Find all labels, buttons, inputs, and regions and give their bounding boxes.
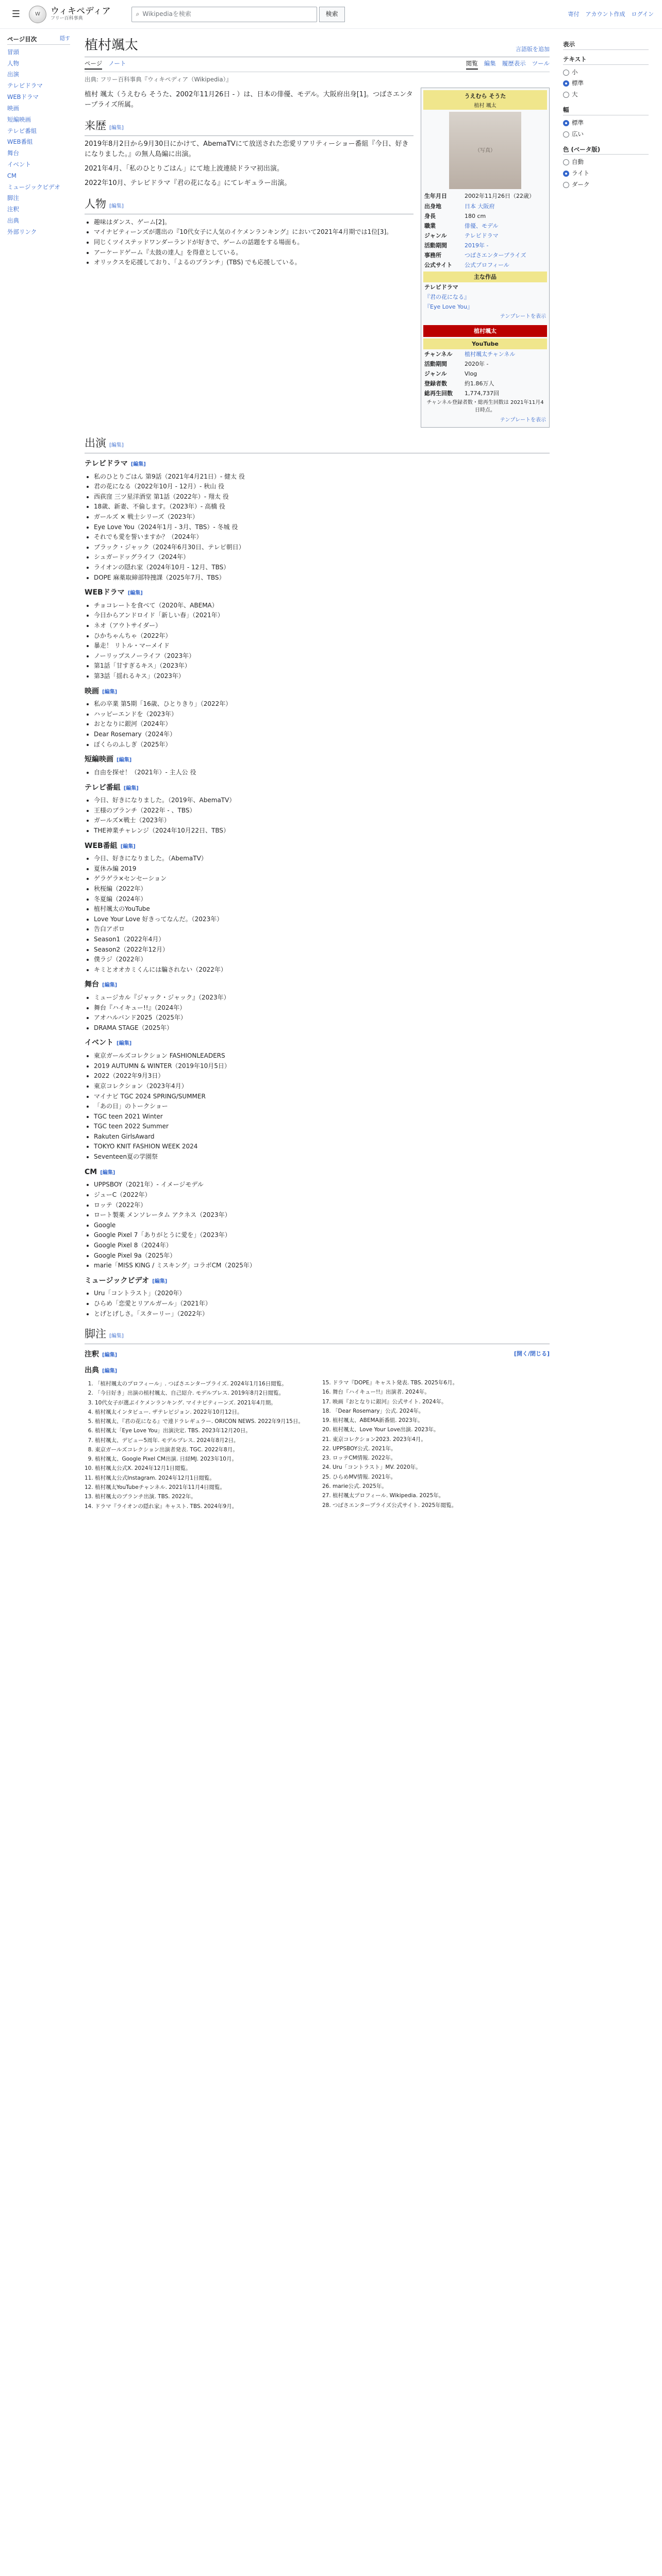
subsection-title: CM [85, 1167, 97, 1176]
stage-list [85, 993, 550, 1032]
web-drama-list [85, 601, 550, 681]
infobox-value[interactable]: 2019年 - [465, 242, 489, 249]
reference-item[interactable]: 7. 植村颯太、デビュー5周年. モデルプレス. 2024年8月2日。 [95, 1436, 312, 1445]
section-edit-link[interactable]: [編集] [109, 1333, 124, 1340]
tab-tools[interactable]: ツール [532, 60, 550, 67]
list-item: • Seventeen夏の学園祭 [94, 1152, 550, 1162]
reference-item[interactable]: 2. 「今日好き」出演の植村颯太、自己紹介. モデルプレス. 2019年8月2日閲覧。 [95, 1389, 312, 1397]
radio-icon [563, 120, 569, 126]
toc-item[interactable]: 出演 [7, 71, 19, 78]
subsection-title: WEB番組 [85, 841, 118, 850]
list-item: • marie「MISS KING / ミスキング」コラボCM（2025年） [94, 1261, 550, 1270]
infobox-value[interactable]: 公式プロフィール [465, 261, 509, 268]
infobox-work[interactable]: 『Eye Love You』 [424, 303, 473, 310]
infobox-key: チャンネル [424, 350, 453, 358]
reference-item[interactable]: 21. 東京コレクション2023. 2023年4月。 [333, 1435, 550, 1444]
toc-item[interactable]: 人物 [7, 59, 19, 67]
subsection-title: テレビドラマ [85, 459, 128, 468]
toc-item[interactable]: ミュージックビデオ [7, 183, 60, 191]
reference-item[interactable]: 20. 植村颯太、Love Your Love出演. 2023年。 [333, 1426, 550, 1434]
subsection-title: 映画 [85, 687, 99, 696]
reference-item[interactable]: 17. 映画『おとなりに銀河』公式サイト. 2024年。 [333, 1398, 550, 1406]
list-item: • マイナビ TGC 2024 SPRING/SUMMER [94, 1092, 550, 1101]
list-item: • Uru「コントラスト」（2020年） [94, 1289, 550, 1298]
list-item: • ゲラゲラ×センセーション [94, 874, 550, 884]
collapse-toggle[interactable]: [開く/閉じる] [514, 1350, 550, 1357]
main-menu-icon[interactable]: ☰ [11, 8, 21, 20]
section-edit-link[interactable]: [編集] [123, 785, 139, 791]
infobox-key: 事務所 [424, 251, 441, 259]
infobox-value[interactable]: 俳優、モデル [465, 222, 499, 229]
add-languages-button[interactable]: 言語版を追加 [516, 46, 550, 53]
list-item: • Season2（2022年12月） [94, 945, 550, 955]
section-edit-link[interactable]: [編集] [100, 1170, 115, 1176]
list-item: • とげとげしさ。「スターリー」（2022年） [94, 1309, 550, 1319]
text-size-title: テキスト [563, 55, 649, 65]
toc-item[interactable]: 短編映画 [7, 115, 31, 123]
search-button[interactable]: 検索 [319, 7, 345, 22]
list-item: • 東京コレクション（2023年4月） [94, 1081, 550, 1091]
search-input[interactable] [131, 7, 317, 22]
reference-item[interactable]: 8. 東京ガールズコレクション出演者発表. TGC. 2022年8月。 [95, 1446, 312, 1454]
text-size-large-radio[interactable]: 大 [563, 89, 649, 100]
list-item: • 秋桜編（2022年） [94, 884, 550, 894]
toc-item[interactable]: 冒頭 [7, 48, 19, 56]
list-item: • 君の花になる（2022年10月 - 12月）- 秋山 役 [94, 482, 550, 492]
infobox-value[interactable]: 植村颯太チャンネル [465, 350, 516, 358]
radio-icon [563, 159, 569, 165]
infobox-key: 活動期間 [424, 242, 447, 249]
list-item: • Google Pixel 7「ありがとうに愛を」（2023年） [94, 1230, 550, 1240]
infobox-name: 植村 颯太 [423, 102, 547, 110]
appearance-title: 表示 [563, 40, 649, 50]
list-item: • ネオ（アウトサイダー） [94, 621, 550, 631]
toc-item[interactable]: 注釈 [7, 206, 19, 213]
list-item: • ノーリップスノーライフ（2023年） [94, 651, 550, 661]
width-wide-radio[interactable]: 広い [563, 129, 649, 140]
list-item: • 僕ラジ（2022年） [94, 955, 550, 964]
movie-list [85, 699, 550, 749]
reference-item[interactable]: 18. 「Dear Rosemary」公式. 2024年。 [333, 1407, 550, 1415]
radio-icon [563, 80, 569, 87]
list-item: • DOPE 麻薬取締部特捜課（2025年7月、TBS） [94, 573, 550, 583]
tab-history[interactable]: 履歴表示 [502, 60, 526, 67]
toc-item[interactable]: イベント [7, 160, 31, 168]
section-edit-link[interactable]: [編集] [102, 1352, 118, 1358]
list-item: • ハッピーエンドを（2023年） [94, 709, 550, 719]
tv-show-list [85, 795, 550, 835]
list-item: • 植村颯太のYouTube [94, 904, 550, 914]
list-item: • 2022（2022年9月3日） [94, 1071, 550, 1081]
list-item: • Season1（2022年4月） [94, 935, 550, 944]
list-item: • 私のひとりごはん 第9話（2021年4月21日）- 健太 役 [94, 472, 550, 482]
section-edit-link[interactable]: [編集] [120, 843, 136, 850]
section-edit-link[interactable]: [編集] [152, 1278, 168, 1284]
infobox-value: 1,774,737回 [465, 389, 499, 397]
subsection-title: テレビ番組 [85, 783, 121, 792]
reference-item[interactable]: 13. 植村颯太のブランチ出演. TBS. 2022年。 [95, 1493, 312, 1501]
toc-item[interactable]: 外部リンク [7, 228, 37, 235]
radio-icon [563, 70, 569, 76]
list-item: • Rakuten GirlsAward [94, 1132, 550, 1142]
list-item: • 西荻窪 三ツ星洋酒堂 第1話（2022年）- 翔太 役 [94, 492, 550, 502]
reference-item[interactable]: 3. 10代女子が選ぶイケメンランキング. マイナビティーンズ. 2021年4月期。 [95, 1399, 312, 1407]
subsection-title: 舞台 [85, 980, 99, 989]
infobox-value[interactable]: つばさエンタープライズ [465, 251, 526, 259]
section-title: 出演 [85, 437, 106, 450]
infobox [421, 88, 550, 428]
youtube-sub: YouTube [423, 338, 547, 349]
color-auto-radio[interactable]: 自動 [563, 157, 649, 168]
toc-item[interactable]: WEBドラマ [7, 93, 39, 101]
subsection-title: WEBドラマ [85, 588, 125, 597]
list-item: • それでも愛を誓いますか？（2024年） [94, 532, 550, 542]
login-link[interactable]: ログイン [631, 10, 654, 18]
cm-list [85, 1180, 550, 1270]
list-item: • Dear Rosemary（2024年） [94, 730, 550, 739]
donate-link[interactable]: 寄付 [568, 10, 580, 18]
history-paragraph: 2021年4月、「私のひとりごはん」にて地上波連続ドラマ初出演。 [85, 165, 284, 173]
list-item: • 第1話「甘すぎるキス」（2023年） [94, 661, 550, 671]
reference-item[interactable]: 25. ひらめMV情報. 2021年。 [333, 1473, 550, 1481]
list-item: • 2019 AUTUMN & WINTER（2019年10月5日） [94, 1061, 550, 1071]
subsection-title: 短編映画 [85, 755, 113, 764]
tab-page[interactable]: ページ [85, 59, 102, 70]
tab-edit[interactable]: 編集 [484, 60, 496, 67]
list-item: • 趣味はダンス、ゲーム[2]。 [94, 217, 413, 227]
section-edit-link[interactable]: [編集] [102, 982, 118, 989]
reference-item[interactable]: 12. 植村颯太YouTubeチャンネル. 2021年11月4日閲覧。 [95, 1483, 312, 1492]
infobox-key: 身長 [424, 212, 436, 219]
toc-sidebar [0, 29, 77, 1515]
text-size-standard-radio[interactable]: 標準 [563, 78, 649, 89]
list-item: • チョコレートを食べて（2020年、ABEMA） [94, 601, 550, 611]
toc-title: ページ目次 [7, 36, 37, 43]
text-size-small-radio[interactable]: 小 [563, 67, 649, 78]
article-content [77, 29, 557, 1515]
site-tagline: フリー百科事典 [51, 15, 83, 21]
reference-item[interactable]: 10. 植村颯太公式X. 2024年12月1日閲覧。 [95, 1464, 312, 1472]
infobox-key: 登録者数 [424, 380, 447, 387]
list-item: • 今日、好きになりました。（AbemaTV） [94, 854, 550, 863]
tab-talk[interactable]: ノート [108, 60, 126, 67]
site-name: ウィキペディア [51, 6, 111, 17]
reference-item[interactable]: 16. 舞台『ハイキュー!!』出演者. 2024年。 [333, 1388, 550, 1396]
color-title: 色 (ベータ版) [563, 145, 649, 155]
event-list [85, 1051, 550, 1162]
template-link[interactable]: テンプレートを表示 [500, 417, 546, 423]
infobox-value: 2002年11月26日（22歳） [465, 193, 535, 200]
radio-icon [563, 171, 569, 177]
color-light-radio[interactable]: ライト [563, 168, 649, 179]
reference-item[interactable]: 19. 植村颯太、ABEMA新番組. 2023年。 [333, 1416, 550, 1425]
toc-item[interactable]: 脚注 [7, 194, 19, 202]
infobox-value: 180 cm [465, 212, 486, 219]
list-item: • 今日、好きになりました。（2019年、AbemaTV） [94, 795, 550, 805]
list-item: • 今日からアンドロイド「新しい春」（2021年） [94, 611, 550, 620]
list-item: • 冬夏編（2024年） [94, 894, 550, 904]
person-list [85, 217, 413, 267]
radio-icon [563, 92, 569, 98]
subsection-title: ミュージックビデオ [85, 1276, 150, 1285]
infobox-value: 約1.86万人 [465, 380, 494, 387]
search-placeholder: Wikipediaを検索 [142, 10, 191, 18]
list-item: • ひらめ「恋愛とリアルガール」（2021年） [94, 1299, 550, 1309]
reference-item[interactable]: 23. ロッテCM情報. 2022年。 [333, 1454, 550, 1462]
list-item: • 私の卒業 第5期「16歳、ひとりきり」（2022年） [94, 699, 550, 709]
infobox-value: Vlog [465, 370, 477, 377]
list-item: • Google Pixel 8（2024年） [94, 1241, 550, 1250]
site-logo[interactable] [29, 6, 111, 23]
infobox-value: 2020年 - [465, 360, 489, 367]
references [85, 1379, 550, 1511]
list-item: • 「あの日」のトークショー [94, 1101, 550, 1111]
list-item: • Google Pixel 9a（2025年） [94, 1251, 550, 1261]
history-paragraph: 2019年8月2日から9月30日にかけて、AbemaTVにて放送された恋愛リアリティーショー番組『今日、好きになりました。』の無人島編に出演。 [85, 140, 409, 158]
mv-list [85, 1289, 550, 1318]
reference-item[interactable]: 26. marie公式. 2025年。 [333, 1482, 550, 1490]
list-item: • DRAMA STAGE（2025年） [94, 1023, 550, 1033]
section-title: 人物 [85, 198, 106, 211]
reference-item[interactable]: 4. 植村颯太インタビュー. ザテレビジョン. 2022年10月12日。 [95, 1408, 312, 1416]
toc-item[interactable]: CM [7, 172, 16, 179]
section-edit-link[interactable]: [編集] [127, 590, 143, 597]
infobox-value[interactable]: 日本 大阪府 [465, 202, 495, 210]
list-item: • UPPSBOY（2021年）- イメージモデル [94, 1180, 550, 1190]
section-title: 来歴 [85, 120, 106, 132]
color-dark-radio[interactable]: ダーク [563, 179, 649, 191]
list-item: • TGC teen 2021 Winter [94, 1112, 550, 1122]
list-item: • アーケードゲーム『太鼓の達人』を得意としている。 [94, 248, 413, 258]
page-title: 植村颯太 [85, 38, 139, 53]
portrait-photo[interactable]: （写真） [449, 112, 521, 189]
web-show-list [85, 854, 550, 974]
site-header [0, 0, 662, 29]
history-paragraph: 2022年10月、テレビドラマ『君の花になる』にてレギュラー出演。 [85, 179, 291, 188]
reference-item[interactable]: 28. つばさエンタープライズ公式サイト. 2025年閲覧。 [333, 1501, 550, 1510]
reference-item[interactable]: 1. 「植村颯太のプロフィール」. つばさエンタープライズ. 2024年1月16日閲覧。 [95, 1380, 312, 1388]
list-item: • 自由を探せ！（2021年）- 主人公 役 [94, 768, 550, 777]
section-title: 脚注 [85, 1328, 106, 1341]
section-edit-link[interactable]: [編集] [109, 125, 124, 131]
reference-item[interactable]: 22. UPPSBOY公式. 2021年。 [333, 1445, 550, 1453]
radio-icon [563, 182, 569, 188]
appearance-panel [557, 29, 655, 1515]
list-item: • ひかちゃんちゃ（2022年） [94, 631, 550, 641]
reference-item[interactable]: 11. 植村颯太公式Instagram. 2024年12月1日閲覧。 [95, 1474, 312, 1482]
infobox-key: 職業 [424, 222, 436, 229]
toc-item[interactable]: テレビ番組 [7, 127, 37, 134]
list-item: • 告白アポロ [94, 924, 550, 934]
list-item: • TOKYO KNIT FASHION WEEK 2024 [94, 1142, 550, 1151]
infobox-value[interactable]: テレビドラマ [465, 232, 499, 239]
toc-item[interactable]: テレビドラマ [7, 82, 43, 90]
template-link[interactable]: テンプレートを表示 [500, 314, 546, 320]
reference-item[interactable]: 9. 植村颯太、Google Pixel CM出演. 日経MJ. 2023年10月。 [95, 1455, 312, 1463]
section-edit-link[interactable]: [編集] [109, 443, 124, 449]
list-item: • THE神業チャレンジ（2024年10月22日、TBS） [94, 826, 550, 836]
section-edit-link[interactable]: [編集] [109, 204, 124, 210]
section-edit-link[interactable]: [編集] [117, 757, 132, 764]
short-movie-list [85, 768, 550, 777]
list-item: • ジューC（2022年） [94, 1190, 550, 1200]
infobox-key: 出身地 [424, 202, 441, 210]
section-edit-link[interactable]: [編集] [130, 461, 146, 467]
list-item: • ガールズ×戦士（2023年） [94, 816, 550, 825]
toc-item[interactable]: WEB番組 [7, 138, 33, 146]
infobox-key: ジャンル [424, 232, 447, 239]
subsection-title: 出典 [85, 1366, 99, 1375]
list-item: • シュガードッグライフ（2024年） [94, 552, 550, 562]
list-item: • Love Your Love 好きってなんだ。（2023年） [94, 914, 550, 924]
infobox-key: 総再生回数 [424, 389, 453, 397]
youtube-note: チャンネル登録者数・総再生回数は 2021年11月4日時点。 [426, 399, 544, 414]
list-item: • 第3話「揺れるキス」（2023年） [94, 671, 550, 681]
section-edit-link[interactable]: [編集] [102, 1368, 118, 1375]
infobox-key: 公式サイト [424, 261, 453, 268]
list-item: • 舞台『ハイキュー!!』（2024年） [94, 1003, 550, 1013]
list-item: • 東京ガールズコレクション FASHIONLEADERS [94, 1051, 550, 1061]
width-title: 幅 [563, 106, 649, 115]
infobox-works-label: テレビドラマ [424, 283, 458, 291]
list-item: • アオハルバンド2025（2025年） [94, 1013, 550, 1023]
reference-item[interactable]: 27. 植村颯太プロフィール. Wikipedia. 2025年。 [333, 1492, 550, 1500]
list-item: • 王様のブランチ（2022年 - 、TBS） [94, 806, 550, 816]
list-item: • ロッテ（2022年） [94, 1200, 550, 1210]
list-item: • TGC teen 2022 Summer [94, 1122, 550, 1131]
list-item: • 暴走！ リトル・マーメイド [94, 641, 550, 651]
infobox-kana: うえむら そうた [423, 90, 547, 102]
list-item: • ライオンの隠れ家（2024年10月 - 12月、TBS） [94, 563, 550, 572]
list-item: • ロート製薬 メンソレータム アクネス（2023年） [94, 1210, 550, 1220]
article-source: 出典: フリー百科事典『ウィキペディア（Wikipedia）』 [85, 76, 232, 83]
radio-icon [563, 131, 569, 138]
list-item: • ミュージカル『ジャック・ジャック』（2023年） [94, 993, 550, 1003]
tv-drama-list [85, 472, 550, 583]
section-edit-link[interactable]: [編集] [117, 1041, 132, 1047]
section-edit-link[interactable]: [編集] [102, 689, 118, 695]
list-item: • おとなりに銀河（2024年） [94, 719, 550, 729]
youtube-head: 植村颯太 [423, 325, 547, 337]
reference-item[interactable]: 6. 植村颯太「Eye Love You」出演決定. TBS. 2023年12月20日。 [95, 1427, 312, 1435]
infobox-key: 生年月日 [424, 193, 447, 200]
reference-item[interactable]: 5. 植村颯太、『君の花になる』で連ドラレギュラー. ORICON NEWS. 2022年9月15日。 [95, 1417, 312, 1426]
infobox-work[interactable]: 『君の花になる』 [424, 293, 470, 300]
tab-read[interactable]: 閲覧 [466, 59, 478, 70]
reference-item[interactable]: 14. ドラマ『ライオンの隠れ家』キャスト. TBS. 2024年9月。 [95, 1502, 312, 1511]
create-account-link[interactable]: アカウント作成 [585, 10, 625, 18]
list-item: • Google [94, 1221, 550, 1230]
toc-hide-button[interactable]: 隠す [60, 36, 70, 42]
list-item: • 同じくツイステッドワンダーランドが好きで、ゲームの話題をする場面も。 [94, 238, 413, 247]
infobox-key: 活動期間 [424, 360, 447, 367]
subsection-title: イベント [85, 1039, 113, 1047]
reference-item[interactable]: 24. Uru「コントラスト」MV. 2020年。 [333, 1463, 550, 1471]
width-standard-radio[interactable]: 標準 [563, 117, 649, 129]
reference-item[interactable]: 15. ドラマ『DOPE』キャスト発表. TBS. 2025年6月。 [333, 1379, 550, 1387]
subsection-title: 注釈 [85, 1350, 99, 1359]
toc-item[interactable]: 舞台 [7, 149, 19, 157]
search-icon: ⌕ [136, 10, 140, 18]
page-tabs [85, 57, 550, 72]
infobox-key: ジャンル [424, 370, 447, 377]
list-item: • ぼくらのふしぎ（2025年） [94, 740, 550, 750]
intro-paragraph: 植村 颯太（うえむら そうた、2002年11月26日 - ）は、日本の俳優、モデル。大阪府出身[1]。つばさエンタープライズ所属。 [85, 90, 413, 109]
list-item: • オリックスを応援しており、「よるのブランチ」(TBS) でも応援している。 [94, 258, 413, 267]
list-item: • マイナビティーンズが選出の『10代女子に人気のイケメンランキング』において2021年4月期では1位[3]。 [94, 227, 413, 237]
infobox-band: 主な作品 [423, 272, 547, 282]
list-item: • ガールズ × 戦士シリーズ（2023年） [94, 512, 550, 522]
list-item: • 夏休み編 2019 [94, 864, 550, 874]
wikipedia-globe-icon: W [29, 6, 46, 23]
toc-item[interactable]: 出典 [7, 217, 19, 224]
list-item: • 18歳、新妻、不倫します。（2023年）- 高橋 役 [94, 502, 550, 512]
list-item: • Eye Love You（2024年1月 - 3月、TBS）- 冬城 役 [94, 522, 550, 532]
list-item: • ブラック・ジャック（2024年6月30日、テレビ朝日） [94, 543, 550, 552]
toc-item[interactable]: 映画 [7, 104, 19, 112]
list-item: • キミとオオカミくんには騙されない（2022年） [94, 965, 550, 975]
